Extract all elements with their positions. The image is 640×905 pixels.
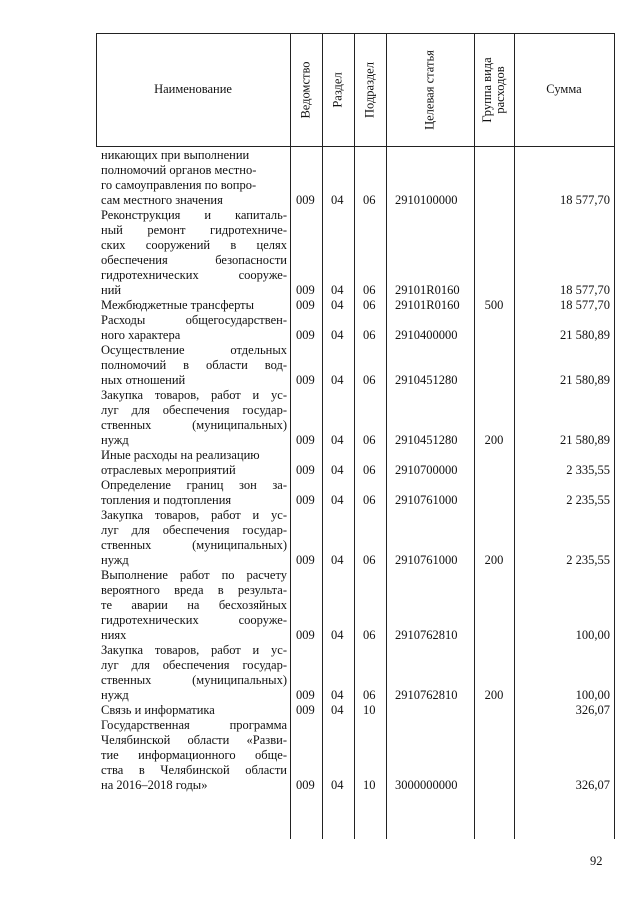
header-target-item: Целевая статья — [422, 50, 437, 130]
row-name-line: нужд — [101, 688, 129, 702]
row-section: 04 — [331, 778, 344, 792]
row-target-item: 2910762810 — [395, 628, 458, 642]
header-expense-group-line1: Группа вида — [480, 57, 494, 123]
row-expense-group: 500 — [484, 298, 504, 312]
row-amount: 100,00 — [575, 688, 610, 702]
row-section: 04 — [331, 328, 344, 342]
row-name-line: топления и подтопления — [101, 493, 232, 507]
row-target-item: 2910700000 — [395, 463, 458, 477]
row-name-line: Осуществление отдельных — [101, 343, 287, 357]
row-subsection: 06 — [363, 553, 376, 567]
row-section: 04 — [331, 628, 344, 642]
row-subsection: 10 — [363, 703, 376, 717]
row-name-line: го самоуправления по вопро- — [101, 178, 257, 192]
row-name-line: Челябинской области «Разви- — [101, 733, 287, 747]
row-amount: 18 577,70 — [560, 283, 610, 297]
row-name-line: луг для обеспечения государ- — [101, 523, 287, 537]
row-target-item: 2910762810 — [395, 688, 458, 702]
row-amount: 326,07 — [575, 703, 610, 717]
row-target-item: 29101R0160 — [395, 283, 460, 297]
row-name-line: Иные расходы на реализацию — [101, 448, 260, 462]
row-name-line: вероятного вреда в результа- — [101, 583, 287, 597]
row-department: 009 — [296, 688, 315, 702]
row-amount: 100,00 — [575, 628, 610, 642]
row-name-line: Определение границ зон за- — [101, 478, 287, 492]
row-amount: 2 235,55 — [566, 493, 610, 507]
row-name-line: обеспечения безопасности — [101, 253, 287, 267]
row-department: 009 — [296, 328, 315, 342]
row-name-line: те аварии на бесхозяйных — [101, 598, 287, 612]
row-name-line: ских сооружений в целях — [101, 238, 287, 252]
row-target-item: 2910761000 — [395, 493, 458, 507]
row-name-line: ственных (муниципальных) — [101, 538, 287, 552]
row-name — [101, 313, 287, 343]
row-amount: 21 580,89 — [560, 433, 610, 447]
row-department: 009 — [296, 283, 315, 297]
row-department: 009 — [296, 553, 315, 567]
row-section: 04 — [331, 688, 344, 702]
row-name-line: Расходы общегосударствен- — [101, 313, 287, 327]
col-border — [290, 33, 291, 839]
row-name-line: ных отношений — [101, 373, 186, 387]
row-name — [101, 343, 287, 388]
row-name-line: Межбюджетные трансферты — [101, 298, 255, 312]
row-name-line: на 2016–2018 годы» — [101, 778, 208, 792]
row-name-line: Государственная программа — [101, 718, 287, 732]
row-section: 04 — [331, 493, 344, 507]
row-target-item: 29101R0160 — [395, 298, 460, 312]
header-section: Раздел — [330, 72, 345, 108]
row-subsection: 06 — [363, 328, 376, 342]
col-border — [354, 33, 355, 839]
row-name — [101, 568, 287, 643]
row-name-line: ний — [101, 283, 122, 297]
row-subsection: 06 — [363, 193, 376, 207]
col-border — [614, 33, 615, 839]
row-amount: 326,07 — [575, 778, 610, 792]
row-name — [101, 448, 287, 478]
row-target-item: 2910451280 — [395, 433, 458, 447]
row-department: 009 — [296, 703, 315, 717]
row-department: 009 — [296, 433, 315, 447]
row-target-item: 2910761000 — [395, 553, 458, 567]
row-name — [101, 148, 287, 208]
row-amount: 2 335,55 — [566, 463, 610, 477]
header-bottom-border — [96, 146, 614, 147]
row-name-line: Закупка товаров, работ и ус- — [101, 388, 287, 402]
row-department: 009 — [296, 463, 315, 477]
col-border — [386, 33, 387, 839]
row-name-line: никающих при выполнении — [101, 148, 250, 162]
row-name-line: ниях — [101, 628, 127, 642]
row-department: 009 — [296, 193, 315, 207]
row-section: 04 — [331, 553, 344, 567]
table-top-border — [96, 33, 614, 34]
row-department: 009 — [296, 493, 315, 507]
page-number: 92 — [590, 854, 603, 868]
row-name-line: Связь и информатика — [101, 703, 215, 717]
row-name-line: луг для обеспечения государ- — [101, 658, 287, 672]
row-name-line: гидротехнических сооруже- — [101, 613, 287, 627]
row-name-line: Выполнение работ по расчету — [101, 568, 287, 582]
row-subsection: 06 — [363, 283, 376, 297]
row-name-line: ный ремонт гидротехниче- — [101, 223, 287, 237]
row-name — [101, 388, 287, 448]
row-expense-group: 200 — [484, 553, 504, 567]
row-name — [101, 298, 287, 313]
row-subsection: 06 — [363, 463, 376, 477]
row-name-line: полномочий в области вод- — [101, 358, 287, 372]
row-section: 04 — [331, 283, 344, 297]
row-expense-group: 200 — [484, 433, 504, 447]
row-name-line: луг для обеспечения государ- — [101, 403, 287, 417]
row-name-line: полномочий органов местно- — [101, 163, 257, 177]
row-amount: 21 580,89 — [560, 328, 610, 342]
row-subsection: 06 — [363, 688, 376, 702]
row-expense-group: 200 — [484, 688, 504, 702]
row-subsection: 10 — [363, 778, 376, 792]
row-department: 009 — [296, 778, 315, 792]
col-border — [514, 33, 515, 839]
row-name — [101, 703, 287, 718]
row-section: 04 — [331, 373, 344, 387]
row-subsection: 06 — [363, 373, 376, 387]
row-name-line: нужд — [101, 433, 129, 447]
row-section: 04 — [331, 193, 344, 207]
row-amount: 18 577,70 — [560, 193, 610, 207]
row-name-line: сам местного значения — [101, 193, 223, 207]
row-section: 04 — [331, 433, 344, 447]
row-name — [101, 478, 287, 508]
row-name-line: ства в Челябинской области — [101, 763, 287, 777]
row-subsection: 06 — [363, 493, 376, 507]
row-name-line: ственных (муниципальных) — [101, 673, 287, 687]
row-target-item: 2910100000 — [395, 193, 458, 207]
row-name-line: Закупка товаров, работ и ус- — [101, 643, 287, 657]
row-department: 009 — [296, 628, 315, 642]
row-name-line: ственных (муниципальных) — [101, 418, 287, 432]
row-amount: 18 577,70 — [560, 298, 610, 312]
row-department: 009 — [296, 298, 315, 312]
row-name-line: гидротехнических сооруже- — [101, 268, 287, 282]
row-name-line: Закупка товаров, работ и ус- — [101, 508, 287, 522]
row-name-line: нужд — [101, 553, 129, 567]
row-section: 04 — [331, 703, 344, 717]
row-name — [101, 718, 287, 793]
row-amount: 21 580,89 — [560, 373, 610, 387]
header-department: Ведомство — [298, 61, 313, 119]
header-subsection: Подраздел — [362, 62, 377, 118]
row-name — [101, 508, 287, 568]
row-name — [101, 208, 287, 298]
row-name-line: тие информационного обще- — [101, 748, 287, 762]
row-name-line: отраслевых мероприятий — [101, 463, 236, 477]
col-border — [322, 33, 323, 839]
row-target-item: 3000000000 — [395, 778, 458, 792]
header-name: Наименование — [154, 82, 232, 96]
row-subsection: 06 — [363, 433, 376, 447]
row-department: 009 — [296, 373, 315, 387]
row-section: 04 — [331, 298, 344, 312]
row-amount: 2 235,55 — [566, 553, 610, 567]
header-amount: Сумма — [546, 82, 582, 96]
row-name — [101, 643, 287, 703]
row-target-item: 2910451280 — [395, 373, 458, 387]
row-target-item: 2910400000 — [395, 328, 458, 342]
row-name-line: Реконструкция и капиталь- — [101, 208, 287, 222]
row-subsection: 06 — [363, 628, 376, 642]
header-expense-group — [481, 57, 507, 122]
row-section: 04 — [331, 463, 344, 477]
row-name-line: ного характера — [101, 328, 181, 342]
row-subsection: 06 — [363, 298, 376, 312]
header-expense-group-line2: расходов — [493, 66, 507, 114]
